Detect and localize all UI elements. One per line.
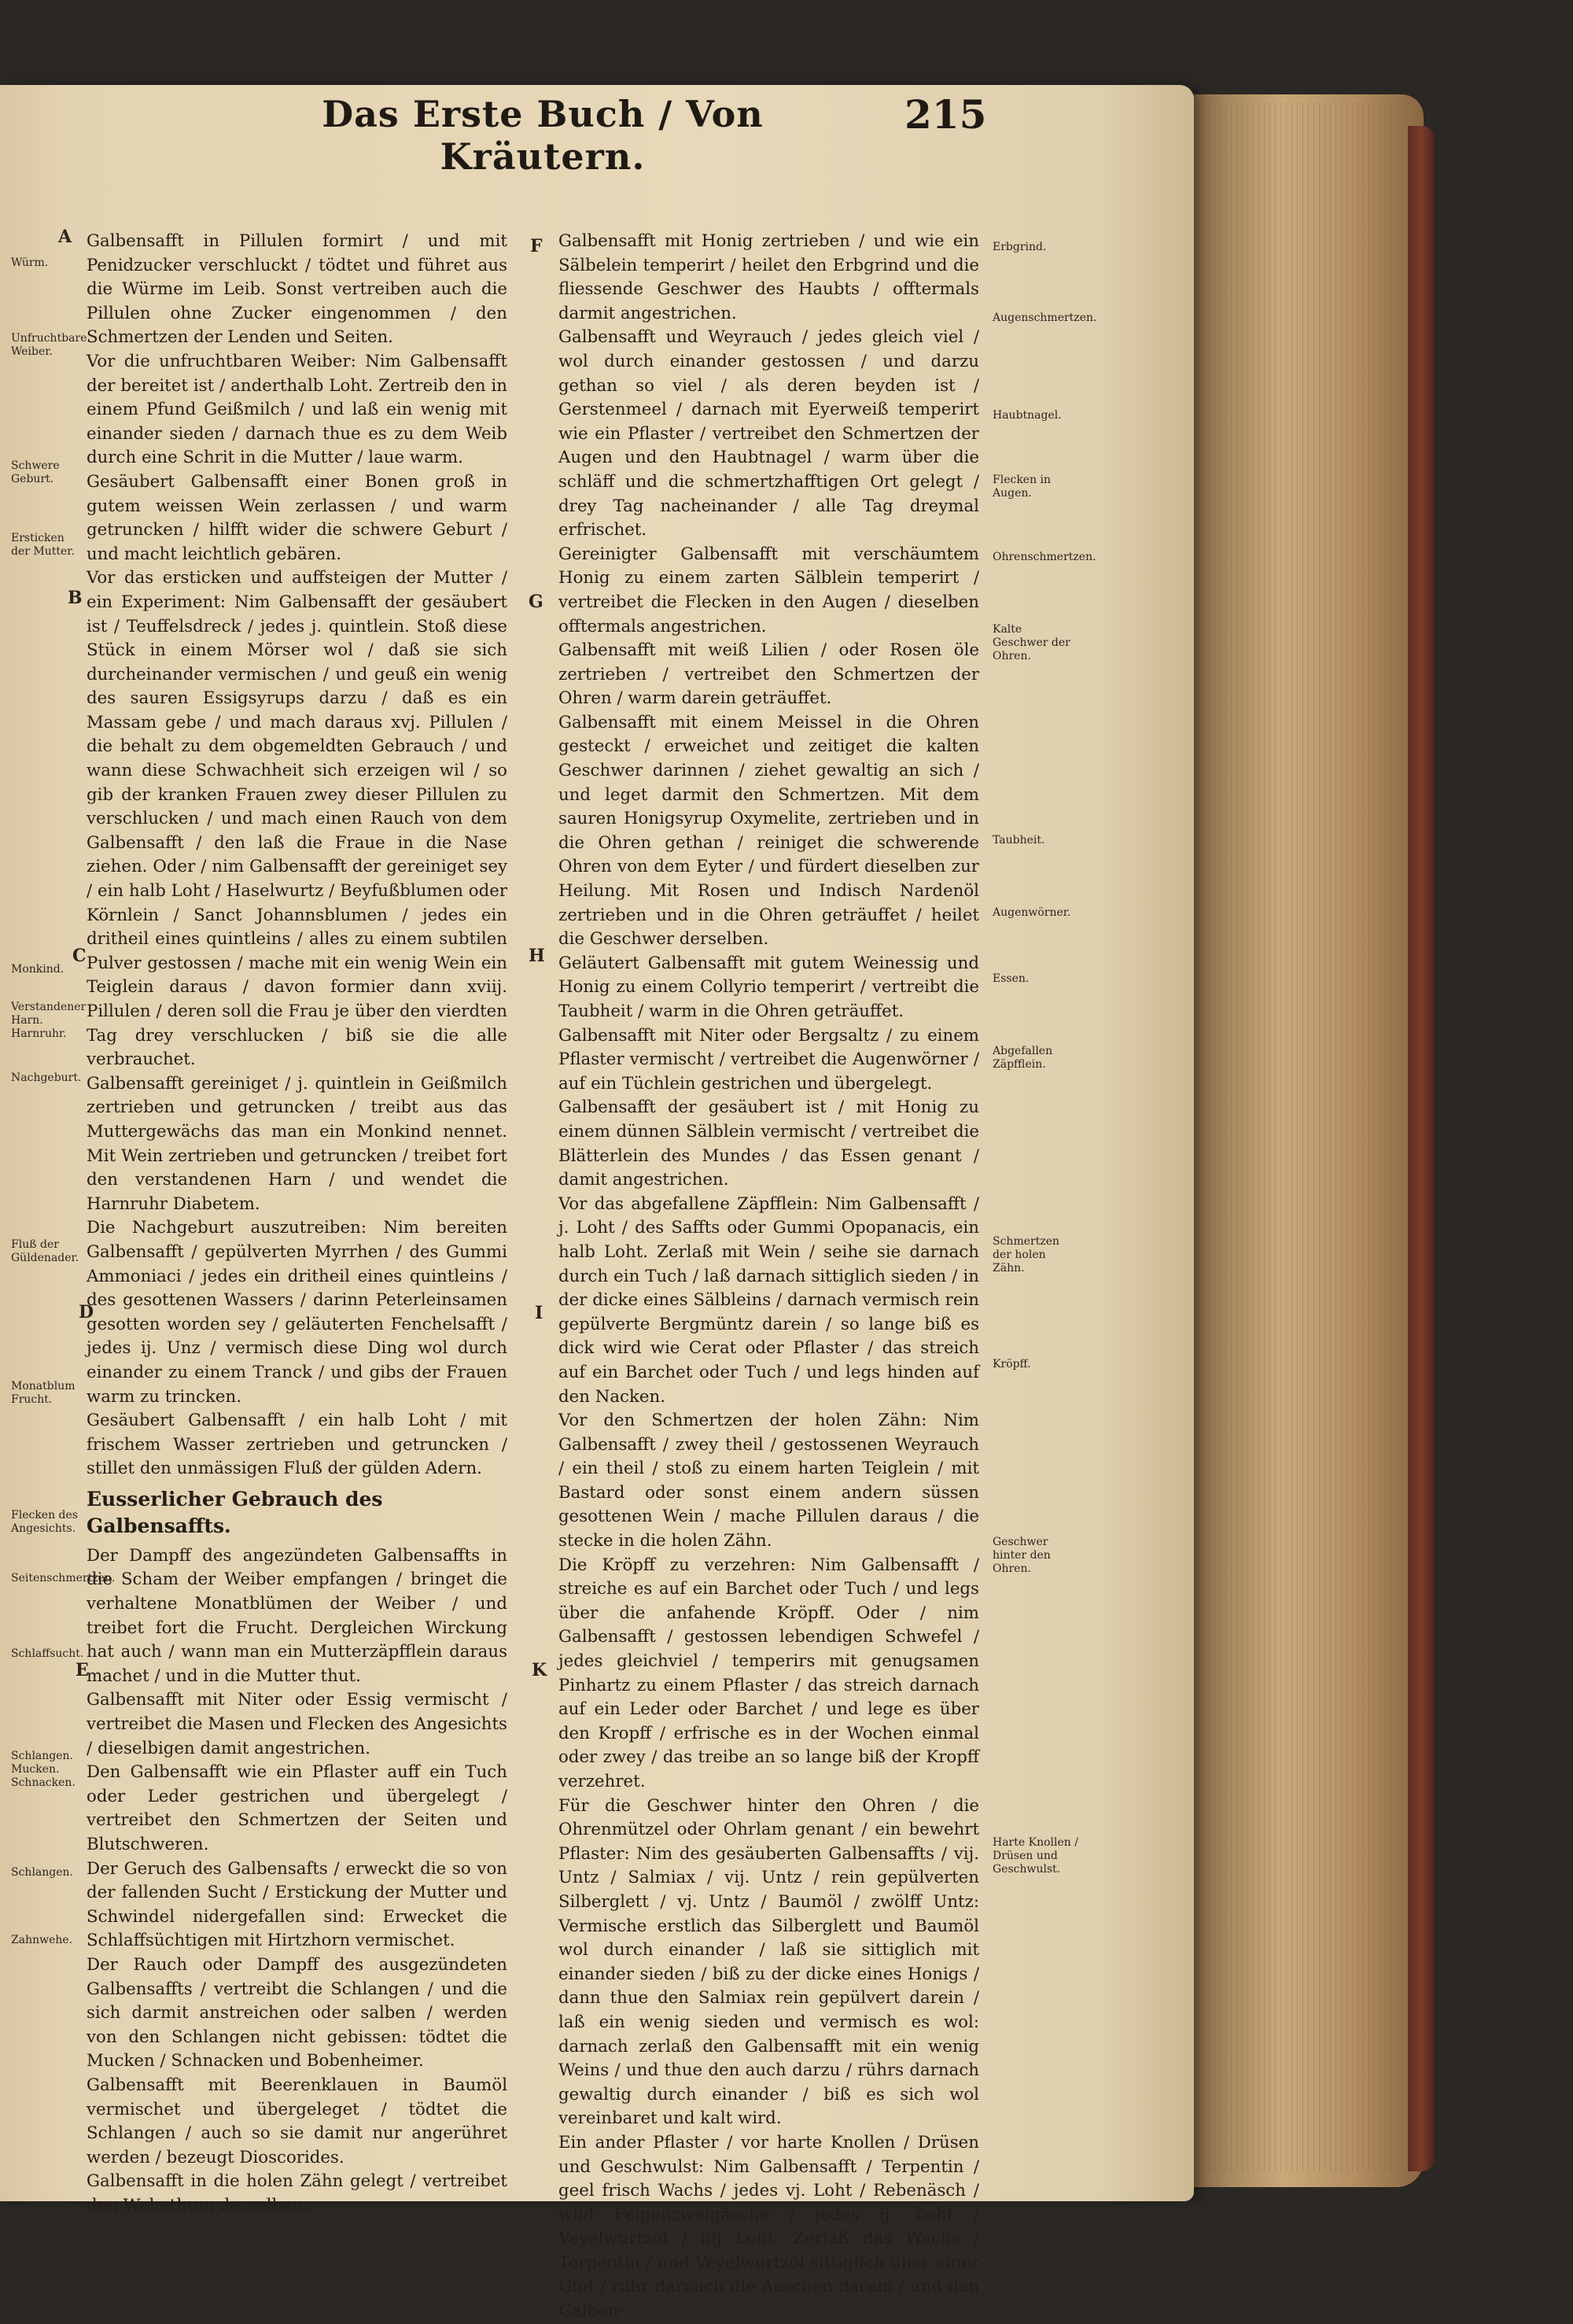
section-letter-d: D [79,1302,94,1322]
paragraph: Galbensafft mit einem Meissel in die Ohren gesteckt / erweichet und zeitiget die kalten Geschwer darinnen / ziehet gewaltig an sich / und leget darmit den Schmertzen. Mit dem sauren Honigsyrup Oxymelite, zertrieben und in die Ohren gethan / reiniget die schwerende Ohren von dem Eyter / und fürdert dieselben zur Heilung. Mit Rosen und Indisch Nardenöl zertrieben und in die Ohren geträuffet / heilet die Geschwer derselben. [558,712,979,950]
margin-note: Seitenschmertzen. [11,1572,116,1584]
paragraph: Vor den Schmertzen der holen Zähn: Nim Galbensafft / zwey theil / gestossenen Weyrauch / ein theil / stoß zu einem harten Teiglein / mit Bastard oder sonst einem andern süssen gesottenen Wein / mache Pillulen daraus / die stecke in die holen Zähn. [558,1411,979,1551]
margin-note: Harte Knollen / Drüsen und Geschwulst. [993,1836,1078,1876]
margin-note: Nachgeburt. [11,1072,82,1084]
paragraph: Vor das abgefallene Zäpfflein: Nim Galbensafft / j. Loht / des Saffts oder Gummi Opopanacis, ein halb Loht. Zerlaß mit Wein / seihe sie darnach durch ein Tuch / laß darnach sittiglich sieden / in der dicke eines Sälbleins / darnach vermisch rein gepülverte Bergmüntz darein / so lange biß es dick wird wie Cerat oder Pflaster / das streich auf ein Barchet oder Tuch / und legs hinden auf den Nacken. [558,1193,979,1407]
paragraph: Galbensafft mit Beerenklauen in Baumöl vermischet und übergeleget / tödtet die Schlangen / auch so sie damit nur angerühret werden / bezeugt Dioscorides. [87,2075,507,2167]
paragraph: Der Dampff des angezündeten Galbensaffts in die Scham der Weiber empfangen / bringet die verhaltene Monatblümen der Weiber / und treibet fort die Frucht. Dergleichen Wirckung hat auch / wann man ein Mutterzäpfflein daraus machet / und in die Mutter thut. [87,1545,507,1686]
paragraph: Die Kröpff zu verzehren: Nim Galbensafft / streiche es auf ein Barchet oder Tuch / und legs über die anfahende Kröpff. Oder / nim Galbensafft / gestossen lebendigen Schwefel / jedes gleichviel / temperirs mit genugsamen Pinhartz zu einem Pflaster / das streich darnach auf ein Leder oder Barchet / und lege es über den Kropff / erfrische es in der Wochen einmal oder zwey / das treibe an so lange biß der Kropff verzehret. [558,1555,979,1791]
margin-note: Verstandener Harn. Harnruhr. [11,1001,87,1040]
paragraph: Vor das ersticken und auffsteigen der Mutter / ein Experiment: Nim Galbensafft der gesäubert ist / Teuffelsdreck / jedes j. quintlein. Stoß diese Stück in einem Mörser wol / daß sie sich durcheinander vermischen / und geuß ein wenig des sauren Essigsyrups darzu / daß es ein Massam gebe / und mach daraus xvj. Pillulen / die behalt zu dem obgemeldten Gebrauch / und wann diese Schwachheit sich erzeigen wil / so gib der kranken Frauen zwey dieser Pillulen zu verschlucken / und mach einen Rauch von dem Galbensafft / den laß die Fraue in die Nase ziehen. Oder / nim Galbensafft der gereiniget sey / ein halb Loht / Haselwurtz / Beyfußblumen oder Körnlein / Sanct Johannsblumen / jedes ein dritheil eines quintleins / alles zu einem subtilen Pulver gestossen / mache mit ein wenig Wein ein Teiglein daraus / davon formier dann xviij. Pillulen / deren soll die Frau je über den vierdten Tag drey verschlucken / biß sie die alle verbrauchet. [87,568,507,1070]
margin-note: Monatblum Frucht. [11,1380,76,1406]
margin-note: Unfruchtbare Weiber. [11,332,87,358]
margin-note: Haubtnagel. [993,409,1062,422]
paragraph: Galbensafft und Weyrauch / jedes gleich viel / wol durch einander gestossen / und darzu gethan so viel / als deren beyden ist / Gerstenmeel / darnach mit Eyerweiß temperirt wie ein Pflaster / vertreibet den Schmertzen der Augen und den Haubtnagel / warm über die schläff und die schmertzhafftigen Ort gelegt / drey Tag nacheinander / alle Tag dreymal erfrischet. [558,327,979,540]
paragraph: Geläutert Galbensafft mit gutem Weinessig und Honig zu einem Collyrio temperirt / vertreibt die Taubheit / warm in die Ohren geträuffet. [558,953,979,1021]
paragraph: Die Nachgeburt auszutreiben: Nim bereiten Galbensafft / gepülverten Myrrhen / des Gummi Ammoniaci / jedes ein dritheil eines quintleins / des gesottenen Wassers / darinn Peterleinsamen gesotten worden sey / geläuterten Fenchelsafft / jedes ij. Unz / vermisch diese Ding wol durch einander zu einem Tranck / und gibs der Frauen warm zu trincken. [87,1218,507,1407]
margin-note: Abgefallen Zäpfflein. [993,1045,1053,1071]
margin-note: Schlangen. [11,1866,74,1879]
paragraph: Ein ander Pflaster / vor harte Knollen / Drüsen und Geschwulst: Nim Galbensafft / Terpentin / geel frisch Wachs / jedes vj. Loht / Rebenäsch / wild Feigenzweigäsche / jedes ij. Loht / Veyelwurtzöl / iiij Loht. Zerlaß das Wachs / Terpentin / und Veyelwurtzöl sittiglich über einer Glut / rühr darnach die Aeschen darein / und den Galben- [558,2132,979,2322]
page-edge-texture [1203,102,1392,2171]
margin-note: Kalte Geschwer der Ohren. [993,623,1070,662]
margin-note: Würm. [11,256,49,269]
margin-note: Schlaffsucht. [11,1647,84,1660]
section-letter-e: E [76,1660,89,1680]
section-heading: Eusserlicher Gebrauch des Galbensaffts. [87,1487,383,1537]
margin-note: Fluß der Güldenader. [11,1238,79,1264]
paragraph: Galbensafft in die holen Zähn gelegt / vertreibet den Wehethum derselben. [87,2171,507,2215]
section-letter-a: A [58,227,72,247]
margin-note: Kröpff. [993,1358,1031,1370]
margin-note: Augenwörner. [993,906,1071,919]
paragraph: Vor die unfruchtbaren Weiber: Nim Galbensafft der bereitet ist / anderthalb Loht. Zertreib den in einem Pfund Geißmilch / und laß ein wenig mit einander sieden / darnach thue es zu dem Weib durch eine Schrit in die Mutter / laue warm. [87,351,507,468]
section-letter-k: K [532,1660,547,1680]
left-text-column [87,230,507,2219]
paragraph: Galbensafft mit Niter oder Bergsaltz / zu einem Pflaster vermischt / vertreibet die Augenwörner / auf ein Tüchlein gestrichen und übergelegt. [558,1025,979,1094]
margin-note: Essen. [993,972,1030,985]
margin-note: Schlangen. Mucken. Schnacken. [11,1750,76,1789]
section-letter-h: H [529,946,545,966]
section-letter-i: I [535,1303,543,1323]
margin-note: Schmertzen der holen Zähn. [993,1235,1060,1275]
paragraph: Den Galbensafft wie ein Pflaster auff ein Tuch oder Leder gestrichen und übergelegt / vertreibet den Schmertzen der Seiten und Blutschweren. [87,1762,507,1854]
margin-note: Flecken des Angesichts. [11,1509,78,1535]
paragraph: Galbensafft der gesäubert ist / mit Honig zu einem dünnen Sälblein vermischt / vertreibet die Blätterlein des Mundes / das Essen genant / damit angestrichen. [558,1097,979,1190]
margin-note: Augenschmertzen. [993,312,1097,324]
page-header [0,91,1194,178]
margin-note: Flecken in Augen. [993,474,1052,500]
margin-note: Zahnwehe. [11,1934,73,1946]
paragraph: Der Geruch des Galbensafts / erweckt die so von der fallenden Sucht / Erstickung der Mutter und Schwindel nidergefallen sind: Erwecket die Schlaffsüchtigen mit Hirtzhorn vermischet. [87,1858,507,1951]
section-letter-b: B [68,588,83,608]
section-letter-c: C [72,946,87,966]
paragraph: Der Rauch oder Dampff des ausgezündeten Galbensaffts / vertreibt die Schlangen / und die sich darmit anstreichen oder salben / werden von den Schlangen nicht gebissen: tödtet die Mucken / Schnacken und Bobenheimer. [87,1954,507,2071]
margin-note: Schwere Geburt. [11,459,60,485]
section-letter-f: F [530,236,543,256]
margin-note: Geschwer hinter den Ohren. [993,1536,1051,1575]
paragraph: Für die Geschwer hinter den Ohren / die Ohrenmützel oder Ohrlam genant / ein bewehrt Pflaster: Nim des gesäuberten Galbensaffts / vij. Untz / Salmiax / vij. Untz / rein gepülverten Silberglett / vj. Untz / Baumöl / zwölff Untz: Vermische erstlich das Silberglett und Baumöl wol durch einander / laß sie sittiglich mit einander sieden / biß zu der dicke eines Honigs / dann thue den Salmiax rein gepülvert darein / laß ein wenig sieden und vermisch es wol: darnach zerlaß den Galbensafft mit ein wenig Weins / und thue den auch darzu / rührs darnach gewaltig durch einander / biß es sich wol vereinbaret und kalt wird. [558,1795,979,2129]
paragraph: Galbensafft mit Niter oder Essig vermischt / vertreibet die Masen und Flecken des Angesichts / dieselbigen damit angestrichen. [87,1690,507,1758]
running-head: Das Erste Buch / Von Kräutern. [322,93,764,178]
margin-note: Monkind. [11,963,64,976]
paragraph: Gesäubert Galbensafft einer Bonen groß in gutem weissen Wein zerlassen / und warm getruncken / hilfft wider die schwere Geburt / und macht leichtlich gebären. [87,471,507,564]
paragraph: Galbensafft mit weiß Lilien / oder Rosen öle zertrieben / vertreibet den Schmertzen der Ohren / warm darein geträuffet. [558,640,979,709]
section-letter-g: G [529,592,543,612]
book-cover [1408,126,1435,2171]
paragraph: Galbensafft mit Honig zertrieben / und wie ein Sälbelein temperirt / heilet den Erbgrind und die fliessende Geschwer des Haubts / offtermals darmit angestrichen. [558,231,979,323]
margin-note: Erbgrind. [993,241,1047,253]
margin-note: Ersticken der Mutter. [11,532,75,558]
paragraph: Galbensafft in Pillulen formirt / und mit Penidzucker verschluckt / tödtet und führet aus die Würme im Leib. Sonst vertreiben auch die Pillulen ohne Zucker eingenommen / den Schmertzen der Lenden und Seiten. [87,231,507,348]
right-text-column [558,230,979,2324]
paragraph: Galbensafft gereiniget / j. quintlein in Geißmilch zertrieben und getruncken / treibt aus das Muttergewächs das man ein Monkind nennet. Mit Wein zertrieben und getruncken / treibet fort den verstandenen Harn / und wendet die Harnruhr Diabetem. [87,1073,507,1214]
paragraph: Gesäubert Galbensafft / ein halb Loht / mit frischem Wasser zertrieben und getruncken / stillet den unmässigen Fluß der gülden Adern. [87,1411,507,1479]
page-number: 215 [904,91,987,138]
paragraph: Gereinigter Galbensafft mit verschäumtem Honig zu einem zarten Sälblein temperirt / vertreibet die Flecken in den Augen / dieselben offtermals angestrichen. [558,544,979,636]
margin-note: Ohrenschmertzen. [993,551,1096,563]
margin-note: Taubheit. [993,834,1045,847]
